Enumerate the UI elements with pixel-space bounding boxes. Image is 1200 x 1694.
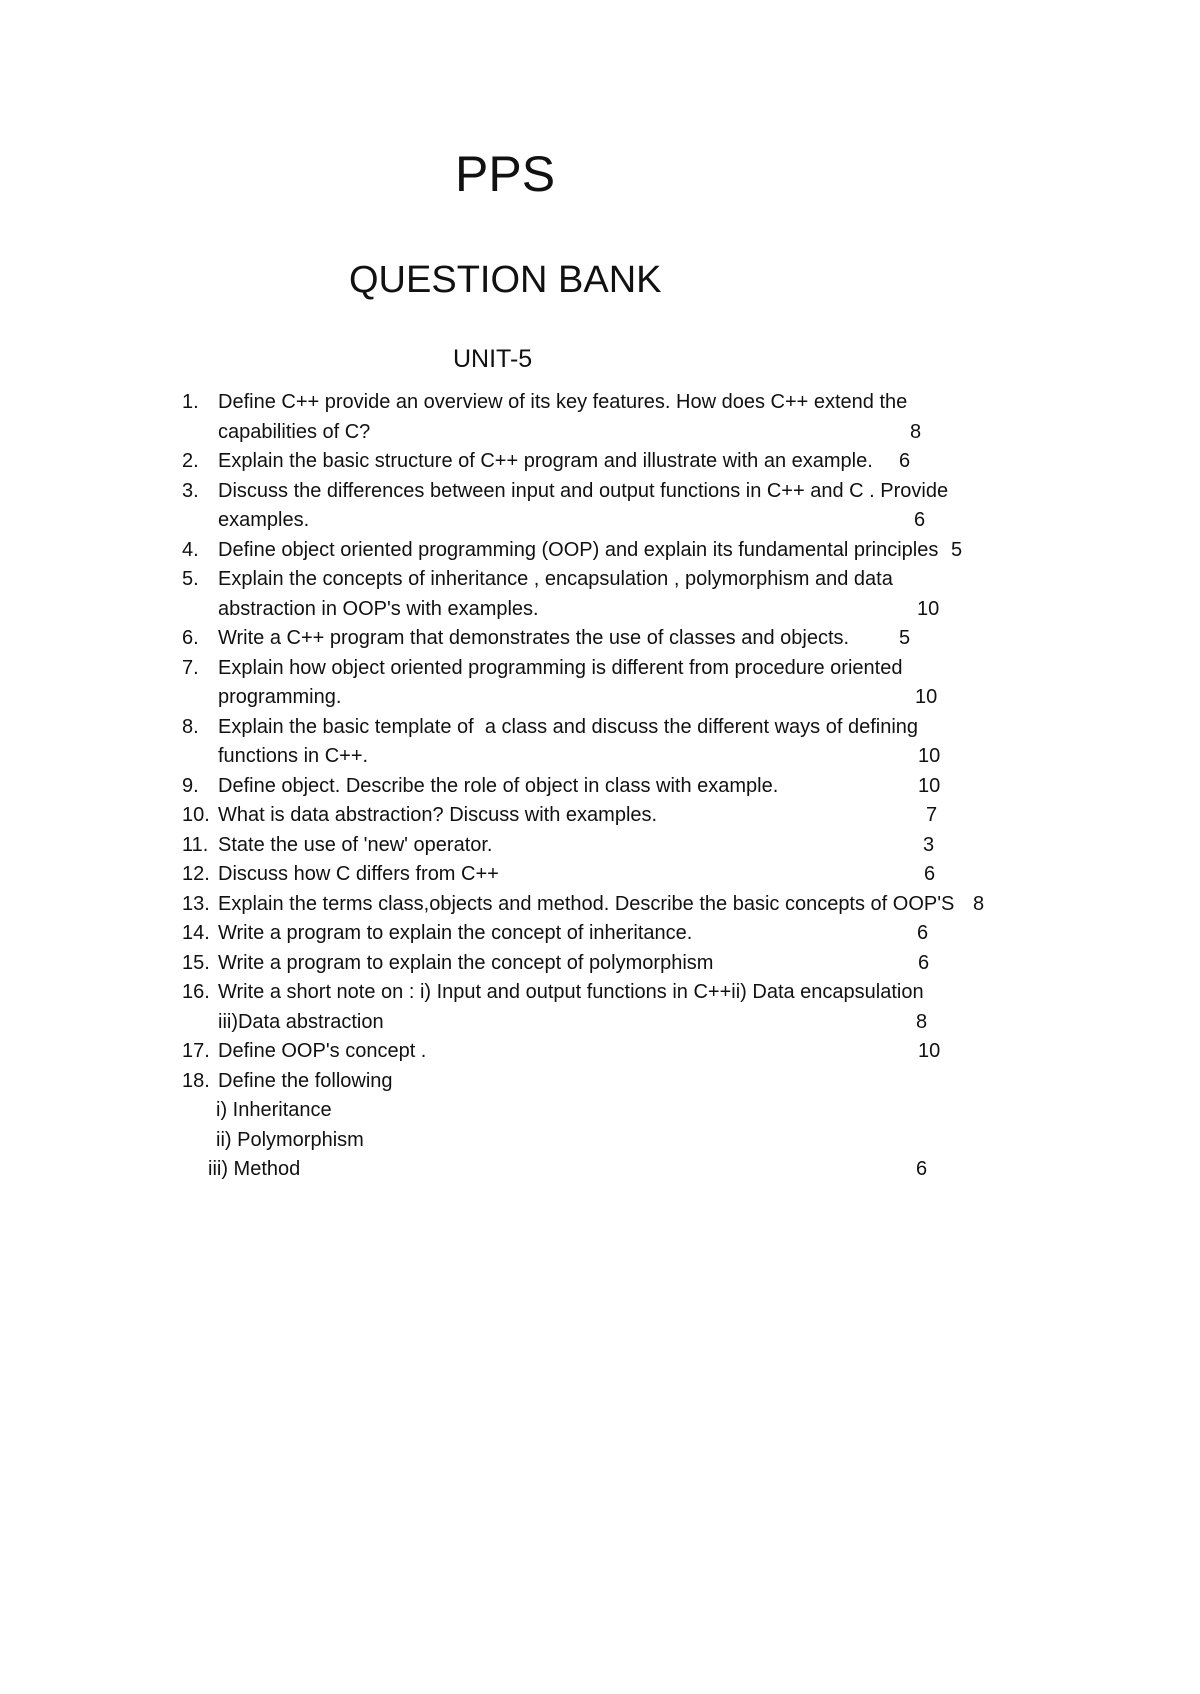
question-item xyxy=(182,890,1062,920)
question-number: 12. xyxy=(182,863,210,885)
question-marks: 6 xyxy=(917,922,929,944)
question-number: 18. xyxy=(182,1069,210,1092)
question-text-line: State the use of 'new' operator. 3 xyxy=(182,831,1062,861)
question-number: 17. xyxy=(182,1040,210,1062)
question-item xyxy=(182,949,1062,979)
question-text-line: Define object oriented programming (OOP) and explain its fundamental principles 5 xyxy=(182,536,1062,566)
document-title: PPS xyxy=(455,146,556,202)
question-number: 2. xyxy=(182,450,199,472)
question-text-line: programming. 10 xyxy=(182,683,1062,713)
question-text-line: capabilities of C? 8 xyxy=(182,418,1062,448)
question-text-line: examples. 6 xyxy=(182,506,1062,536)
question-text-line: abstraction in OOP's with examples. 10 xyxy=(182,595,1062,625)
question-number: 6. xyxy=(182,627,199,649)
question-item xyxy=(182,1067,1062,1185)
question-marks: 6 xyxy=(924,863,936,885)
question-number: 8. xyxy=(182,715,199,738)
question-marks: 7 xyxy=(926,804,938,826)
question-item xyxy=(182,713,1062,772)
question-item xyxy=(182,831,1062,861)
question-marks: 6 xyxy=(916,1158,928,1180)
question-text-line: Define the following xyxy=(218,1069,393,1092)
question-text-line: Explain the basic structure of C++ program and illustrate with an example. 6 xyxy=(182,447,1062,477)
question-item xyxy=(182,919,1062,949)
question-item xyxy=(182,978,1062,1037)
question-number: 10. xyxy=(182,804,210,826)
question-number: 5. xyxy=(182,568,199,590)
question-text-line: Explain how object oriented programming is different from procedure oriented xyxy=(218,656,903,679)
question-marks: 10 xyxy=(918,1040,941,1062)
question-text-line: iii)Data abstraction 8 xyxy=(182,1008,1062,1038)
question-number: 3. xyxy=(182,479,199,502)
question-marks: 10 xyxy=(915,686,938,708)
question-marks: 8 xyxy=(973,892,985,915)
document-subtitle: QUESTION BANK xyxy=(349,259,662,301)
question-marks: 5 xyxy=(899,627,911,649)
question-subitem: iii) Method 6 xyxy=(182,1155,1062,1185)
question-text-line: Explain the concepts of inheritance , encapsulation , polymorphism and data xyxy=(218,568,893,590)
question-marks: 6 xyxy=(914,509,926,531)
question-marks: 6 xyxy=(918,951,930,974)
question-item xyxy=(182,860,1062,890)
question-marks: 10 xyxy=(918,745,941,767)
question-number: 16. xyxy=(182,981,210,1003)
question-number: 1. xyxy=(182,391,199,413)
question-number: 9. xyxy=(182,774,199,797)
question-text-line: Write a program to explain the concept of polymorphism 6 xyxy=(182,949,1062,979)
question-item xyxy=(182,477,1062,536)
question-subitem: i) Inheritance xyxy=(216,1099,332,1121)
question-number: 13. xyxy=(182,892,210,915)
question-number: 7. xyxy=(182,656,199,679)
unit-heading: UNIT-5 xyxy=(453,345,533,373)
question-number: 4. xyxy=(182,538,199,561)
question-item xyxy=(182,1037,1062,1067)
question-subitem: ii) Polymorphism xyxy=(216,1128,364,1151)
question-text-line: functions in C++. 10 xyxy=(182,742,1062,772)
question-text-line: Write a program to explain the concept of inheritance. 6 xyxy=(182,919,1062,949)
question-text-line: Define OOP's concept . 10 xyxy=(182,1037,1062,1067)
question-item xyxy=(182,565,1062,624)
question-text-line: Define C++ provide an overview of its key features. How does C++ extend the xyxy=(218,391,908,413)
question-item xyxy=(182,772,1062,802)
question-marks: 10 xyxy=(918,774,941,797)
question-number: 11. xyxy=(182,833,209,856)
question-marks: 3 xyxy=(923,833,935,856)
question-item xyxy=(182,801,1062,831)
question-text-line: Define object. Describe the role of object in class with example. 10 xyxy=(182,772,1062,802)
question-marks: 6 xyxy=(899,450,911,472)
question-text-line: Explain the basic template of a class and discuss the different ways of defining xyxy=(218,715,919,738)
question-marks: 8 xyxy=(916,1010,928,1033)
question-marks: 8 xyxy=(910,420,922,443)
question-text-line: Explain the terms class,objects and method. Describe the basic concepts of OOP'S 8 xyxy=(182,890,1062,920)
question-list xyxy=(182,388,1062,1185)
question-text-line: What is data abstraction? Discuss with examples. 7 xyxy=(182,801,1062,831)
question-item xyxy=(182,536,1062,566)
question-number: 15. xyxy=(182,951,210,974)
question-text-line: Discuss how C differs from C++ 6 xyxy=(182,860,1062,890)
question-text-line: Discuss the differences between input and output functions in C++ and C . Provide xyxy=(218,479,949,502)
question-item xyxy=(182,388,1062,447)
question-number: 14. xyxy=(182,922,210,944)
question-item xyxy=(182,654,1062,713)
question-text-line: Write a C++ program that demonstrates the use of classes and objects. 5 xyxy=(182,624,1062,654)
question-item xyxy=(182,624,1062,654)
question-item xyxy=(182,447,1062,477)
question-marks: 5 xyxy=(951,538,963,561)
question-text-line: Write a short note on : i) Input and output functions in C++ii) Data encapsulation xyxy=(218,981,924,1003)
question-marks: 10 xyxy=(917,597,940,620)
